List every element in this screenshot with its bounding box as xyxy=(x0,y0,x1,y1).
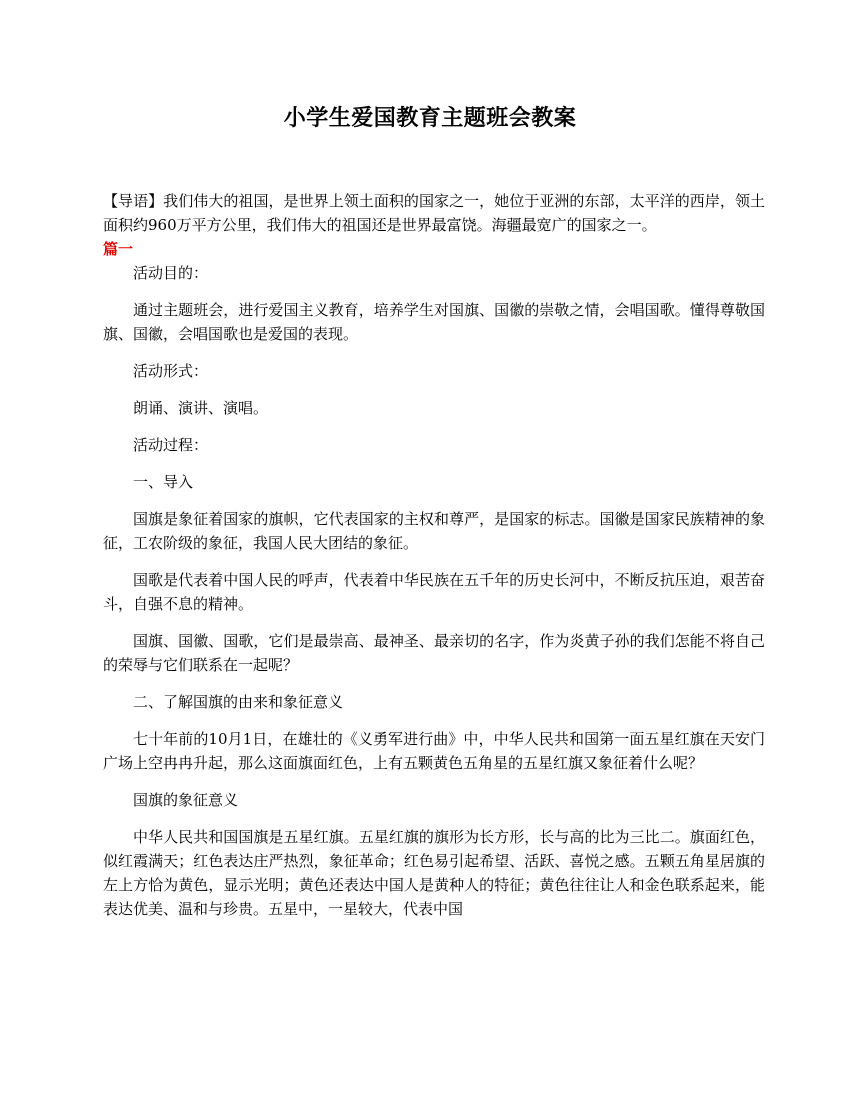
paragraph-anthem: 国歌是代表着中国人民的呼声，代表着中华民族在五千年的历史长河中，不断反抗压迫，艰苦奋斗，自强不息的精神。 xyxy=(103,571,765,613)
section-heading: 篇一 xyxy=(103,240,134,258)
paragraph-flag-history: 七十年前的10月1日，在雄壮的《义勇军进行曲》中，中华人民共和国第一面五星红旗在天安门广场上空冉冉升起，那么这面旗面红色，上有五颗黄色五角星的五星红旗又象征着什么呢？ xyxy=(103,730,765,772)
paragraph-activity-form-label: 活动形式： xyxy=(133,362,209,380)
paragraph-activity-goal-label: 活动目的： xyxy=(133,264,209,282)
paragraph-activity-process-label: 活动过程： xyxy=(133,436,209,454)
paragraph-part-two-heading: 二、了解国旗的由来和象征意义 xyxy=(133,693,344,711)
intro-paragraph: 【导语】我们伟大的祖国，是世界上领土面积的国家之一，她位于亚洲的东部，太平洋的西岸，领土面积约960万平方公里，我们伟大的祖国还是世界最富饶。海疆最宽广的国家之一。 xyxy=(103,192,765,234)
paragraph-flag-meaning-heading: 国旗的象征意义 xyxy=(133,791,239,809)
document-title: 小学生爱国教育主题班会教案 xyxy=(283,105,577,131)
paragraph-part-one-heading: 一、导入 xyxy=(133,473,194,491)
paragraph-symbols: 国旗、国徽、国歌，它们是最崇高、最神圣、最亲切的名字，作为炎黄子孙的我们怎能不将自己的荣辱与它们联系在一起呢？ xyxy=(103,632,765,674)
paragraph-activity-form: 朗诵、演讲、演唱。 xyxy=(133,399,269,417)
paragraph-flag-emblem: 国旗是象征着国家的旗帜，它代表国家的主权和尊严，是国家的标志。国徽是国家民族精神的象征，工农阶级的象征，我国人民大团结的象征。 xyxy=(103,510,765,552)
paragraph-flag-meaning: 中华人民共和国国旗是五星红旗。五星红旗的旗形为长方形，长与高的比为三比二。旗面红色，似红霞满天；红色表达庄严热烈，象征革命；红色易引起希望、活跃、喜悦之感。五颗五角星居旗的左上方恰为黄色，显示光明；黄色还表达中国人是黄种人的特征；黄色往往让人和金色联系起来，能表达优美、温和与珍贵。五星中，一星较大，代表中国 xyxy=(103,828,765,918)
paragraph-activity-goal: 通过主题班会，进行爱国主义教育，培养学生对国旗、国徽的崇敬之情，会唱国歌。懂得尊敬国旗、国徽，会唱国歌也是爱国的表现。 xyxy=(103,301,765,343)
document-body xyxy=(103,189,765,934)
